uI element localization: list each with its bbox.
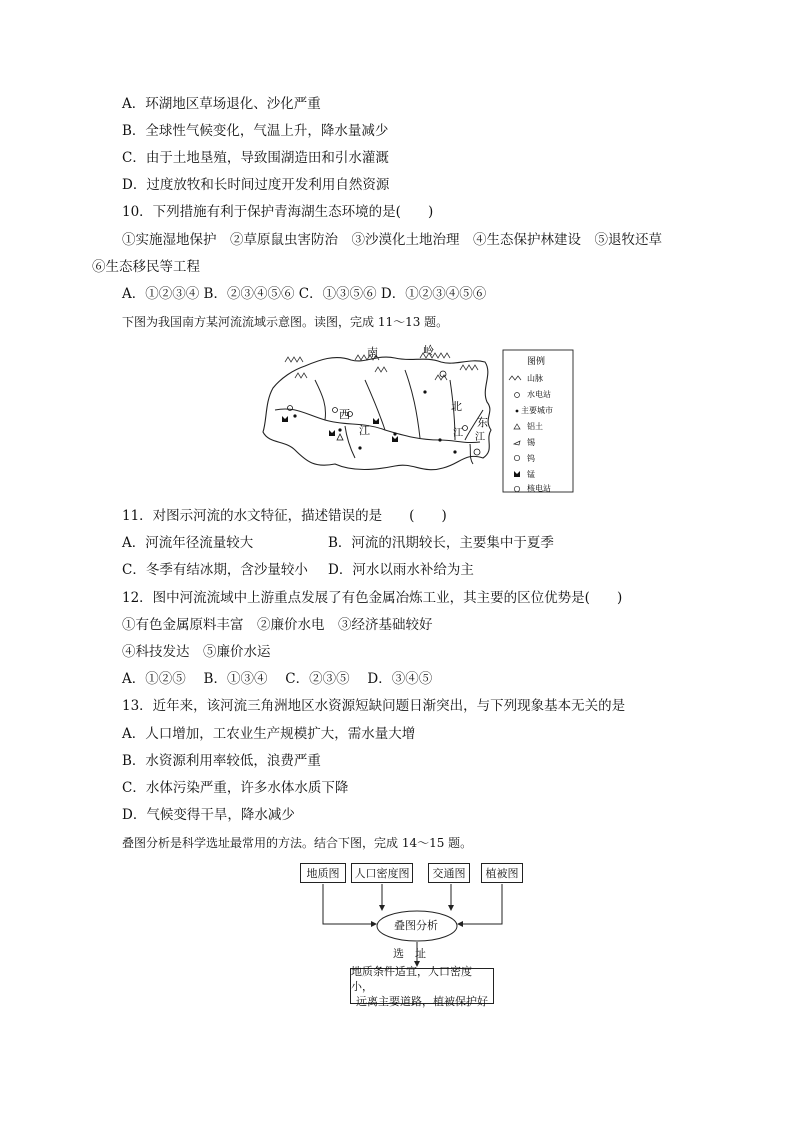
legend-title: 图例 — [527, 357, 546, 367]
svg-text:锰: 锰 — [527, 470, 535, 479]
q11-option-c: C．冬季有结冰期，含沙量较小 — [122, 562, 308, 578]
box-transport-map: 交通图 — [428, 863, 470, 883]
q12-stem: 12．图中河流流域中上游重点发展了有色金属冶炼工业，其主要的区位优势是( ) — [122, 590, 623, 606]
label-jiang: 江 — [359, 424, 370, 437]
q9-option-d: D．过度放牧和长时间过度开发利用自然资源 — [122, 177, 390, 193]
q11-option-b: B．河流的汛期较长，主要集中于夏季 — [328, 535, 554, 551]
intro-11-13: 下图为我国南方某河流流域示意图。读图，完成 11～13 题。 — [122, 315, 449, 329]
label-bei: 北 — [451, 400, 462, 413]
q13-option-b: B．水资源利用率较低，浪费严重 — [122, 753, 321, 769]
result-line2: 远离主要道路，植被保护好 — [356, 994, 488, 1008]
q12-items-line1: ①有色金属原料丰富 ②廉价水电 ③经济基础较好 — [122, 617, 433, 633]
box-population-density-map: 人口密度图 — [351, 863, 413, 883]
svg-text:锡: 锡 — [527, 438, 535, 447]
nuclear-plant-icon — [474, 449, 480, 455]
q13-option-d: D．气候变得干旱，降水减少 — [122, 807, 295, 823]
svg-text:水电站: 水电站 — [527, 390, 551, 399]
box-vegetation-map: 植被图 — [481, 863, 523, 883]
q11-option-d: D．河水以雨水补给为主 — [328, 562, 474, 578]
label-dong: 东 — [477, 416, 488, 429]
q9-option-a: A．环湖地区草场退化、沙化严重 — [122, 96, 321, 112]
label-jiang3: 江 — [453, 428, 463, 439]
q10-options: A．①②③④ B．②③④⑤⑥ C．①③⑤⑥ D．①②③④⑤⑥ — [122, 286, 487, 302]
label-nan: 南 — [367, 346, 378, 359]
svg-text:钨: 钨 — [527, 454, 535, 463]
bauxite-icon — [337, 434, 343, 440]
map-legend — [503, 350, 573, 493]
label-jiang2: 江 — [475, 432, 485, 443]
q9-option-c: C．由于土地垦殖，导致围湖造田和引水灌溉 — [122, 150, 389, 166]
box-geology-map: 地质图 — [300, 863, 346, 883]
overlay-analysis-label: 叠图分析 — [394, 919, 438, 932]
q10-stem: 10．下列措施有利于保护青海湖生态环境的是( ) — [122, 204, 434, 220]
river-basin-map — [255, 340, 575, 500]
q13-stem: 13．近年来，该河流三角洲地区水资源短缺问题日渐突出，与下列现象基本无关的是 — [122, 698, 626, 714]
legend-city-icon — [516, 410, 519, 413]
q11-stem: 11．对图示河流的水文特征，描述错误的是 ( ) — [122, 508, 447, 524]
result-box — [350, 964, 494, 1008]
result-line1: 地质条件适宜，人口密度小， — [351, 964, 472, 993]
q13-option-a: A．人口增加，工农业生产规模扩大，需水量大增 — [122, 726, 416, 742]
svg-text:山脉: 山脉 — [527, 374, 543, 383]
svg-text:主要城市: 主要城市 — [521, 406, 553, 415]
q10-items-line1: ①实施湿地保护 ②草原鼠虫害防治 ③沙漠化土地治理 ④生态保护林建设 ⑤退牧还草 — [122, 232, 662, 248]
svg-text:核电站: 核电站 — [527, 484, 551, 493]
intro-14-15: 叠图分析是科学选址最常用的方法。结合下图，完成 14～15 题。 — [122, 836, 473, 850]
q11-option-a: A．河流年径流量较大 — [122, 535, 254, 551]
label-xi: 西 — [339, 408, 350, 421]
q9-option-b: B．全球性气候变化，气温上升，降水量减少 — [122, 123, 389, 139]
q12-options: A．①②⑤ B．①③④ C．②③⑤ D．③④⑤ — [122, 671, 433, 687]
river-network — [275, 370, 483, 464]
site-selection-label: 选 址 — [393, 947, 426, 960]
label-ling: 岭 — [423, 344, 434, 357]
svg-text:铝土: 铝土 — [527, 422, 543, 431]
q13-option-c: C．水体污染严重，许多水体水质下降 — [122, 780, 349, 796]
q10-items-line2: ⑥生态移民等工程 — [92, 259, 200, 275]
q12-items-line2: ④科技发达 ⑤廉价水运 — [122, 644, 271, 660]
